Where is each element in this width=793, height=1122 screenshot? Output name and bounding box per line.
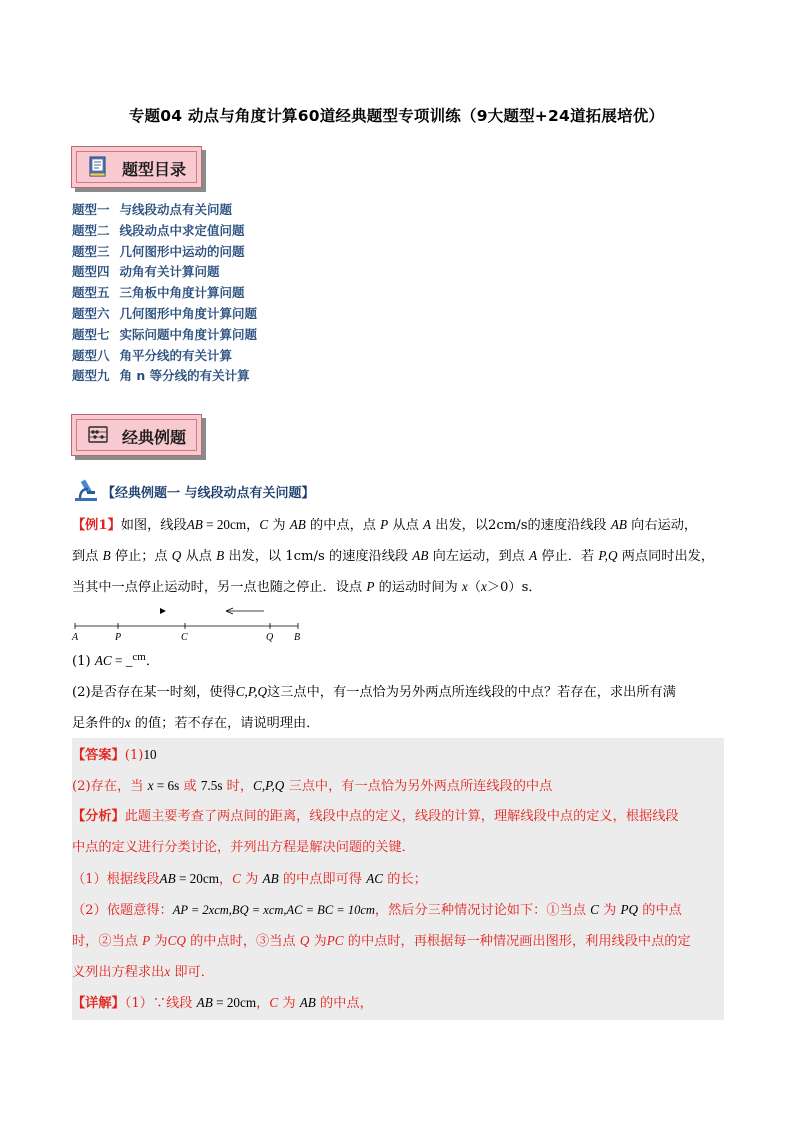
text: （ <box>467 580 481 595</box>
arrow-right-icon <box>160 608 166 614</box>
text: ， <box>246 518 260 533</box>
text: 两点同时出发， <box>617 549 715 564</box>
text: 从点 <box>181 549 217 564</box>
example-questions <box>72 645 724 738</box>
label-c: C <box>181 632 188 643</box>
math: AC <box>366 871 384 886</box>
toc-item-num: 题型五 <box>72 285 110 301</box>
text: 的运动时间为 <box>374 580 462 595</box>
label-p: P <box>115 632 122 643</box>
text: 停止．若 <box>537 549 599 564</box>
toc-item[interactable] <box>72 221 257 242</box>
text: 停止；点 <box>110 549 172 564</box>
math: AP = 2xcm,BQ = xcm,AC = BC = 10cm <box>172 903 375 917</box>
math: PQ <box>620 902 639 917</box>
math: AB <box>196 995 213 1010</box>
math: C <box>269 995 279 1010</box>
text: 义列出方程求出 <box>72 965 165 980</box>
text: 足条件的 <box>72 716 125 731</box>
text: 为 <box>278 996 300 1011</box>
example-line <box>72 540 724 571</box>
math: C,P,Q <box>235 684 268 699</box>
text: ，然后分三种情况讨论如下：①当点 <box>374 903 591 918</box>
math: = 20cm <box>212 995 257 1010</box>
text: (2)是否存在某一时刻，使得 <box>72 685 236 700</box>
math: C <box>259 517 269 532</box>
math: x <box>480 579 487 594</box>
text: 出发，以2cm/s的速度沿线段 <box>431 518 611 533</box>
text: 的中点 <box>638 903 682 918</box>
text: 为 <box>309 934 327 949</box>
toc-item-text: 几何图形中角度计算问题 <box>119 305 258 321</box>
text: 或 <box>179 779 201 794</box>
toc-list <box>72 200 257 387</box>
answer-line-2 <box>72 770 724 801</box>
examples-badge-label: 经典例题 <box>122 428 187 447</box>
examples-badge <box>71 414 202 456</box>
math: B <box>216 548 225 563</box>
detail-line-1 <box>72 987 724 1018</box>
text: 的值；若不存在，请说明理由． <box>130 716 320 731</box>
text: 时， <box>222 779 254 794</box>
toc-badge-label: 题型目录 <box>122 160 187 179</box>
math: AB <box>412 548 429 563</box>
toc-item-text: 三角板中角度计算问题 <box>119 285 245 301</box>
math: P <box>142 933 151 948</box>
abacus-icon <box>88 424 108 446</box>
text: 向左运动，到点 <box>428 549 530 564</box>
book-icon <box>88 156 108 178</box>
math: P <box>366 579 375 594</box>
toc-item-text: 动角有关计算问题 <box>119 264 220 280</box>
analysis-line-3 <box>72 863 724 894</box>
analysis-line-6 <box>72 956 724 987</box>
toc-item-num: 题型二 <box>72 222 110 238</box>
math: x <box>164 964 171 979</box>
segment-diagram <box>68 600 308 644</box>
toc-item[interactable] <box>72 304 257 325</box>
toc-item-text: 几何图形中运动的问题 <box>119 243 245 259</box>
example-tag: 【例1】 <box>72 518 121 533</box>
question-1 <box>72 645 724 676</box>
text: 从点 <box>388 518 423 533</box>
toc-item-text: 角平分线的有关计算 <box>119 347 233 363</box>
math: AB <box>262 871 279 886</box>
analysis-line-1 <box>72 801 724 832</box>
text: (1) <box>124 748 144 763</box>
toc-item-text: 实际问题中角度计算问题 <box>119 326 258 342</box>
answer-line-1 <box>72 739 724 770</box>
math: AB <box>299 995 316 1010</box>
example-line <box>72 571 724 602</box>
toc-item[interactable] <box>72 200 257 221</box>
toc-item-num: 题型七 <box>72 326 110 342</box>
example-problem <box>72 509 724 602</box>
analysis-line-4 <box>72 894 724 925</box>
toc-item-text: 线段动点中求定值问题 <box>119 222 245 238</box>
math: = _ <box>111 653 133 668</box>
text: 的中点即可得 <box>278 872 367 887</box>
analysis-line-5 <box>72 925 724 956</box>
text: （2）依题意得： <box>72 903 173 918</box>
text: 三点中，有一点恰为另外两点所连线段的中点 <box>284 779 553 794</box>
math: = 20cm <box>175 871 219 886</box>
toc-item-num: 题型三 <box>72 243 110 259</box>
microscope-icon <box>72 477 102 503</box>
math: P,Q <box>598 548 618 563</box>
math: 7.5s <box>200 778 223 793</box>
math: x <box>124 715 131 730</box>
math: AB <box>610 517 627 532</box>
math: Q <box>171 548 182 563</box>
section-heading-text: 【经典例题一 与线段动点有关问题】 <box>102 486 315 501</box>
math: P <box>380 517 389 532</box>
toc-item-num: 题型六 <box>72 305 110 321</box>
text: 为 <box>268 518 290 533</box>
text: 此题主要考查了两点间的距离，线段中点的定义，线段的计算，理解线段中点的定义，根据线段 <box>124 809 679 824</box>
text: 的中点时，再根据每一种情况画出图形，利用线段中点的定 <box>343 934 691 949</box>
toc-item[interactable] <box>72 366 257 387</box>
text: 到点 <box>72 549 103 564</box>
toc-item-text: 角 n 等分线的有关计算 <box>119 368 250 384</box>
text: 的长； <box>383 872 427 887</box>
math: PC <box>326 933 344 948</box>
section-heading <box>72 477 472 501</box>
toc-item[interactable] <box>72 346 257 367</box>
math: AB <box>186 517 203 532</box>
answer-value: 10 <box>143 747 157 762</box>
math: C <box>232 871 241 886</box>
math: AB <box>159 871 176 886</box>
toc-item-num: 题型九 <box>72 368 110 384</box>
question-2 <box>72 676 724 707</box>
text: 即可． <box>170 965 214 980</box>
text: 如图，线段 <box>120 518 187 533</box>
text: (1) <box>72 654 95 669</box>
toc-item-num: 题型一 <box>72 202 110 217</box>
text: 的中点， <box>315 996 373 1011</box>
text: 为 <box>240 872 263 887</box>
detail-tag: 【详解】 <box>72 996 125 1011</box>
text: 向右运动， <box>626 518 698 533</box>
math: AC <box>94 653 112 668</box>
math: C,P,Q <box>253 778 285 793</box>
text: ＞0）s． <box>486 580 542 595</box>
text: 中点的定义进行分类讨论，并列出方程是解决问题的关键． <box>72 840 415 855</box>
text: (2)存在，当 <box>72 779 148 794</box>
text: 出发，以 1cm/s 的速度沿线段 <box>224 549 413 564</box>
math: x <box>147 778 154 793</box>
text: 的中点，点 <box>305 518 381 533</box>
example-line <box>72 509 724 540</box>
text: 的中点时，③当点 <box>185 934 300 949</box>
toc-badge <box>71 146 202 188</box>
toc-item[interactable] <box>72 325 257 346</box>
toc-item-text: 与线段动点有关问题 <box>119 202 233 217</box>
math: C <box>590 902 599 917</box>
solution-content <box>72 739 724 1018</box>
text: 时，②当点 <box>72 934 143 949</box>
text: 为 <box>598 903 621 918</box>
text: ， <box>218 872 233 887</box>
label-b: B <box>294 632 301 643</box>
label-a: A <box>72 632 79 643</box>
text: 这三点中，有一点恰为另外两点所连线段的中点？若存在，求出所有满 <box>267 685 676 700</box>
text: ． <box>145 654 159 669</box>
analysis-tag: 【分析】 <box>72 809 125 824</box>
text: （1）根据线段 <box>72 872 160 887</box>
math: CQ <box>167 933 186 948</box>
math: x <box>461 579 468 594</box>
math: AB <box>289 517 306 532</box>
math: A <box>529 548 538 563</box>
toc-item[interactable] <box>72 262 257 283</box>
answer-tag: 【答案】 <box>72 748 125 763</box>
text: 为 <box>150 934 168 949</box>
toc-item-num: 题型八 <box>72 347 110 363</box>
text: ， <box>256 996 270 1011</box>
math: = 6s <box>153 778 180 793</box>
question-2-cont <box>72 707 724 738</box>
math: B <box>102 548 111 563</box>
toc-item-num: 题型四 <box>72 264 110 280</box>
analysis-line-2 <box>72 832 724 863</box>
toc-item[interactable] <box>72 242 257 263</box>
toc-item[interactable] <box>72 283 257 304</box>
page-title: 专题04 动点与角度计算60道经典题型专项训练（9大题型+24道拓展培优） <box>128 107 665 125</box>
text: （1）∵线段 <box>124 996 197 1011</box>
math: Q <box>299 933 310 948</box>
math: A <box>423 517 432 532</box>
math: cm <box>132 651 146 663</box>
math: = 20cm <box>202 517 247 532</box>
label-q: Q <box>266 632 274 643</box>
text: 当其中一点停止运动时，另一点也随之停止．设点 <box>72 580 367 595</box>
